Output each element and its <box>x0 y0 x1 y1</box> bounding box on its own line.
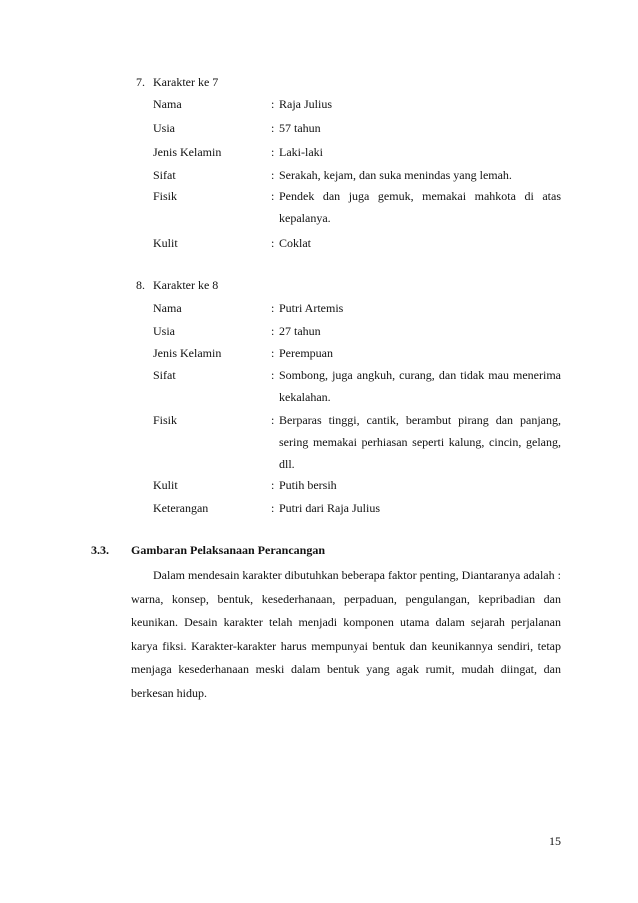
character-8-gender-label: Jenis Kelamin <box>153 346 222 360</box>
character-8-sifat-value: Sombong, juga angkuh, curang, dan tidak mau menerima kekalahan. <box>279 368 561 404</box>
character-7-sifat-colon: : <box>271 168 275 182</box>
character-7-sifat-label: Sifat <box>153 168 176 182</box>
character-8-fisik-value: Berparas tinggi, cantik, berambut pirang dan panjang, sering memakai perhiasan seperti kalung, cincin, gelang, dll. <box>279 413 561 471</box>
section-title: Gambaran Pelaksanaan Perancangan <box>131 543 326 557</box>
character-7-kulit-colon: : <box>271 236 275 250</box>
character-7-fisik-colon: : <box>271 189 275 203</box>
character-8-sifat-label: Sifat <box>153 368 176 382</box>
character-8-nama-value: Putri Artemis <box>279 301 344 315</box>
character-8-usia-label: Usia <box>153 324 175 338</box>
character-8-gender-value: Perempuan <box>279 346 333 360</box>
character-8-usia-colon: : <box>271 324 275 338</box>
character-7-gender-colon: : <box>271 145 275 159</box>
character-8-usia-value: 27 tahun <box>279 324 321 338</box>
character-8-keterangan-colon: : <box>271 501 275 515</box>
character-8-sifat-colon: : <box>271 368 275 382</box>
character-7-title: Karakter ke 7 <box>153 75 219 89</box>
character-7-fisik-value: Pendek dan juga gemuk, memakai mahkota di atas kepalanya. <box>279 189 561 225</box>
character-8-nama-colon: : <box>271 301 275 315</box>
character-7-number: 7. <box>136 75 145 89</box>
character-7-gender-label: Jenis Kelamin <box>153 145 222 159</box>
character-7-usia-colon: : <box>271 121 275 135</box>
character-7-usia-value: 57 tahun <box>279 121 321 135</box>
character-8-title: Karakter ke 8 <box>153 278 219 292</box>
character-8-nama-label: Nama <box>153 301 182 315</box>
character-8-keterangan-value: Putri dari Raja Julius <box>279 501 380 515</box>
character-8-fisik-label: Fisik <box>153 413 178 427</box>
section-number: 3.3. <box>91 543 109 557</box>
character-7-fisik-label: Fisik <box>153 189 178 203</box>
character-8-kulit-label: Kulit <box>153 478 178 492</box>
character-8-number: 8. <box>136 278 145 292</box>
character-8-kulit-colon: : <box>271 478 275 492</box>
section-paragraph: Dalam mendesain karakter dibutuhkan beberapa faktor penting, Diantaranya adalah : warna, konsep, bentuk, kesederhanaan, perpaduan, pengulangan, kepribadian dan keunikan. Desain karakter telah menjadi komponen utama dalam sejarah perjalanan karya fiksi. Karakter-karakter harus mempunyai bentuk dan keunikannya sendiri, tetap menjaga kesederhanaan meski dalam bentuk yang agak rumit, mudah diingat, dan berkesan hidup. <box>131 568 561 700</box>
character-8-kulit-value: Putih bersih <box>279 478 337 492</box>
character-8-keterangan-label: Keterangan <box>153 501 209 515</box>
character-7-gender-value: Laki-laki <box>279 145 323 159</box>
character-7-nama-colon: : <box>271 97 275 111</box>
character-8-fisik-colon: : <box>271 413 275 427</box>
character-7-nama-label: Nama <box>153 97 182 111</box>
character-7-kulit-label: Kulit <box>153 236 178 250</box>
character-7-kulit-value: Coklat <box>279 236 311 250</box>
character-8-gender-colon: : <box>271 346 275 360</box>
character-7-sifat-value: Serakah, kejam, dan suka menindas yang lemah. <box>279 168 512 182</box>
character-7-nama-value: Raja Julius <box>279 97 332 111</box>
character-7-heading <box>136 75 218 90</box>
page-number: 15 <box>549 834 561 848</box>
character-7-usia-label: Usia <box>153 121 175 135</box>
character-8-heading <box>136 278 218 293</box>
